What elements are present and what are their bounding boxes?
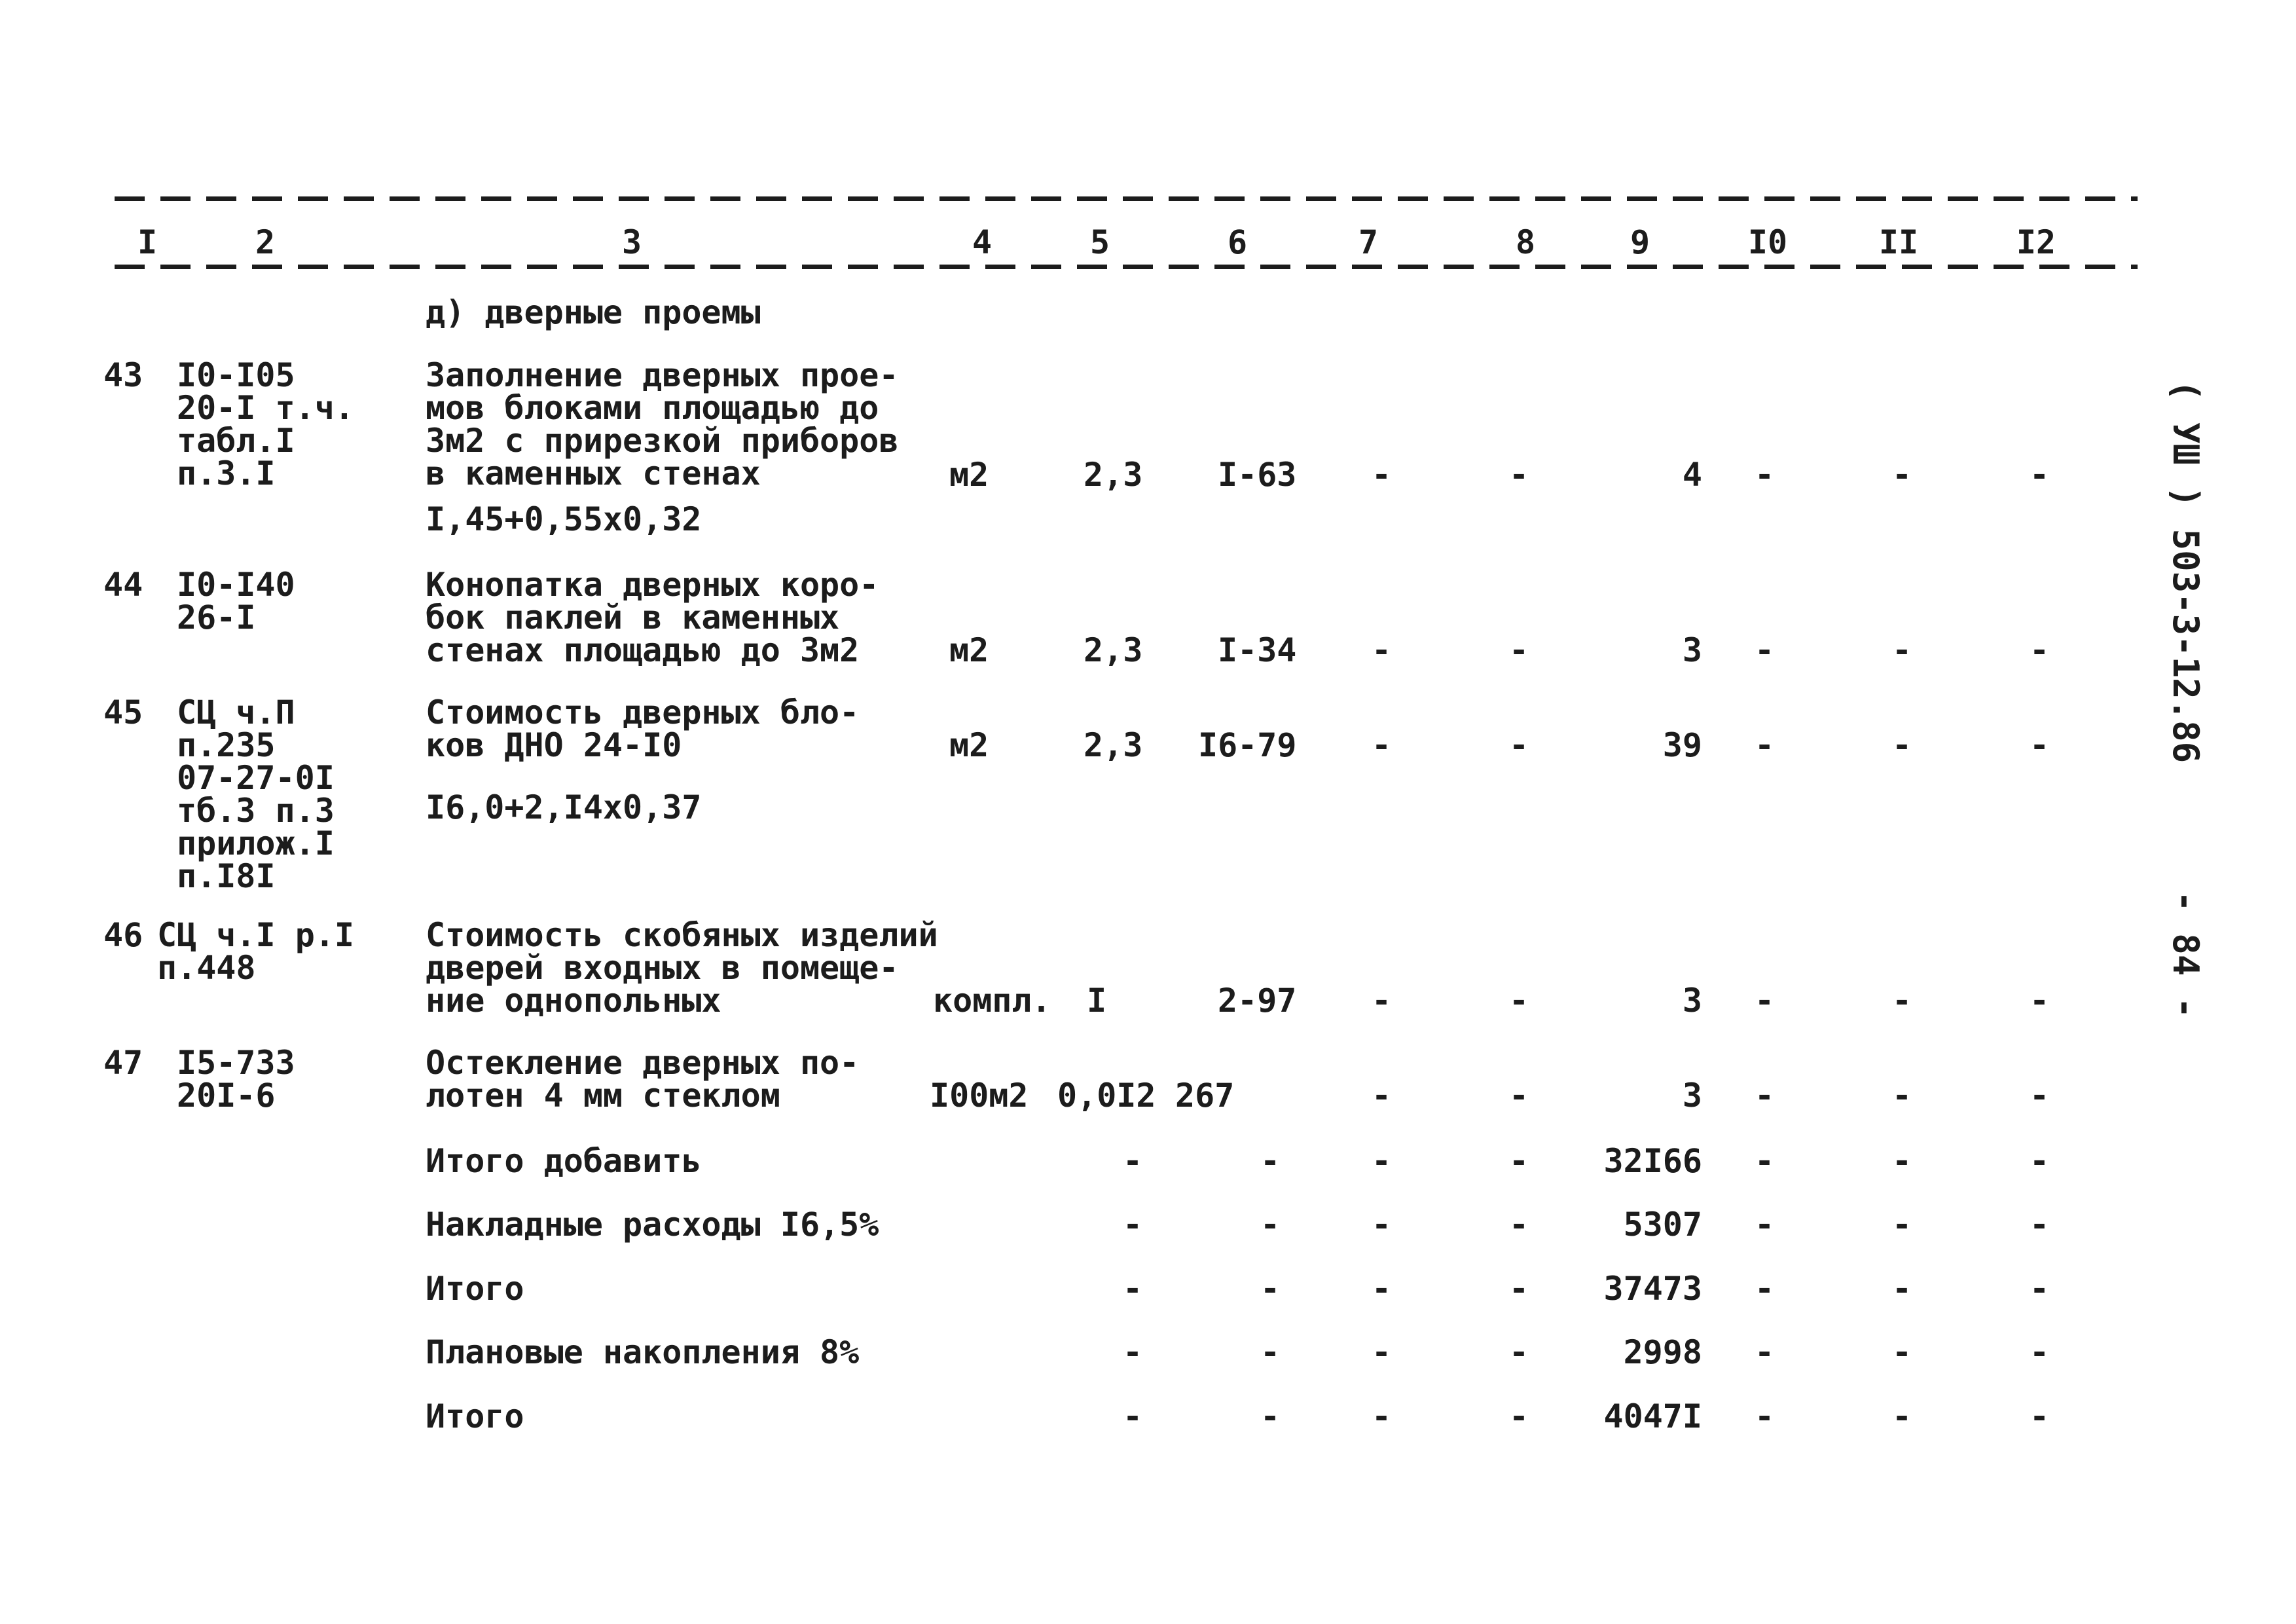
totals-col6: - xyxy=(1260,1142,1281,1180)
row-number: 47 xyxy=(103,1044,143,1082)
row-col10: - xyxy=(1754,631,1775,669)
totals-label: Итого xyxy=(426,1270,524,1308)
totals-col6: - xyxy=(1260,1206,1281,1244)
totals-col5: - xyxy=(1122,1142,1143,1180)
totals-col6: - xyxy=(1260,1397,1281,1435)
row-unit: м2 xyxy=(949,726,989,764)
totals-label: Итого xyxy=(426,1397,524,1435)
totals-col8: - xyxy=(1508,1142,1529,1180)
totals-col6: - xyxy=(1260,1270,1281,1308)
column-header: 8 xyxy=(1515,223,1536,261)
column-header: 6 xyxy=(1227,223,1248,261)
row-description: Остекление дверных по- лотен 4 мм стеклом xyxy=(426,1044,860,1115)
row-col12: - xyxy=(2029,982,2050,1020)
row-col10: - xyxy=(1754,982,1775,1020)
totals-col11: - xyxy=(1891,1397,1912,1435)
row-col11: - xyxy=(1891,631,1912,669)
totals-col5: - xyxy=(1122,1270,1143,1308)
row-col12: - xyxy=(2029,726,2050,764)
totals-col9: 2998 xyxy=(1623,1333,1702,1371)
row-number: 46 xyxy=(103,916,143,954)
row-col9: 39 xyxy=(1662,726,1702,764)
row-price: 2-97 xyxy=(1218,982,1297,1020)
totals-col10: - xyxy=(1754,1333,1775,1371)
totals-col12: - xyxy=(2029,1333,2050,1371)
row-price: I6-79 xyxy=(1198,726,1297,764)
totals-col8: - xyxy=(1508,1333,1529,1371)
totals-col12: - xyxy=(2029,1206,2050,1244)
section-heading: д) дверные проемы xyxy=(426,293,761,331)
row-col7: - xyxy=(1371,1077,1392,1115)
totals-label: Итого добавить xyxy=(426,1142,702,1180)
column-header: I xyxy=(137,223,158,261)
totals-col11: - xyxy=(1891,1206,1912,1244)
column-header: 2 xyxy=(255,223,276,261)
column-header: 9 xyxy=(1630,223,1650,261)
row-col11: - xyxy=(1891,982,1912,1020)
row-quantity: I xyxy=(1087,982,1107,1020)
row-description: Стоимость дверных бло- ков ДНО 24-I0 xyxy=(426,693,860,764)
row-code: I5-733 20I-6 xyxy=(177,1044,295,1115)
row-col10: - xyxy=(1754,1077,1775,1115)
row-code: I0-I40 26-I xyxy=(177,566,295,637)
side-document-code: ( УШ ) 503-3-12.86 - 84 - xyxy=(2165,380,2206,1019)
totals-col12: - xyxy=(2029,1270,2050,1308)
row-quantity: 0,0I2 xyxy=(1057,1077,1156,1115)
totals-col9: 4047I xyxy=(1603,1397,1702,1435)
column-header: 4 xyxy=(972,223,993,261)
row-col7: - xyxy=(1371,982,1392,1020)
totals-col10: - xyxy=(1754,1206,1775,1244)
totals-col7: - xyxy=(1371,1333,1392,1371)
row-unit: м2 xyxy=(949,456,989,494)
row-col10: - xyxy=(1754,456,1775,494)
row-calculation: I6,0+2,I4х0,37 xyxy=(426,788,702,826)
column-header: II xyxy=(1878,223,1919,261)
row-col8: - xyxy=(1508,456,1529,494)
row-quantity: 2,3 xyxy=(1084,726,1143,764)
row-price: 267 xyxy=(1175,1077,1235,1115)
row-description: Конопатка дверных коро- бок паклей в каменных стенах площадью до Зм2 xyxy=(426,566,879,669)
row-col8: - xyxy=(1508,631,1529,669)
row-quantity: 2,3 xyxy=(1084,631,1143,669)
row-col8: - xyxy=(1508,1077,1529,1115)
row-number: 44 xyxy=(103,566,143,604)
column-header: 3 xyxy=(621,223,642,261)
row-col11: - xyxy=(1891,1077,1912,1115)
totals-col10: - xyxy=(1754,1142,1775,1180)
totals-col11: - xyxy=(1891,1142,1912,1180)
row-number: 45 xyxy=(103,693,143,731)
totals-col9: 32I66 xyxy=(1603,1142,1702,1180)
totals-col5: - xyxy=(1122,1206,1143,1244)
row-col7: - xyxy=(1371,726,1392,764)
row-code: I0-I05 20-I т.ч. табл.I п.3.I xyxy=(177,356,354,492)
row-calculation: I,45+0,55х0,32 xyxy=(426,500,702,538)
row-col9: 3 xyxy=(1682,1077,1702,1115)
row-price: I-34 xyxy=(1218,631,1297,669)
totals-col7: - xyxy=(1371,1397,1392,1435)
row-col9: 3 xyxy=(1682,982,1702,1020)
row-number: 43 xyxy=(103,356,143,394)
totals-label: Плановые накопления 8% xyxy=(426,1333,860,1371)
header-bottom-rule xyxy=(115,265,2138,269)
totals-col12: - xyxy=(2029,1142,2050,1180)
totals-col11: - xyxy=(1891,1270,1912,1308)
row-unit: I00м2 xyxy=(930,1077,1029,1115)
row-col11: - xyxy=(1891,456,1912,494)
totals-col10: - xyxy=(1754,1397,1775,1435)
row-col7: - xyxy=(1371,631,1392,669)
row-col11: - xyxy=(1891,726,1912,764)
totals-col8: - xyxy=(1508,1270,1529,1308)
row-col8: - xyxy=(1508,726,1529,764)
header-top-rule xyxy=(115,196,2138,201)
row-description: Стоимость скобяных изделий дверей входных в помеще- ние однопольных xyxy=(426,916,938,1020)
row-col8: - xyxy=(1508,982,1529,1020)
column-header: 7 xyxy=(1358,223,1379,261)
row-description: Заполнение дверных прое- мов блоками площадью до Зм2 с прирезкой приборов в каменных стенах xyxy=(426,356,899,492)
row-col9: 4 xyxy=(1682,456,1702,494)
column-header: I0 xyxy=(1747,223,1788,261)
row-unit: м2 xyxy=(949,631,989,669)
row-code: СЦ ч.П п.235 07-27-0I тб.3 п.3 прилож.I п.I8I xyxy=(177,693,335,895)
totals-col10: - xyxy=(1754,1270,1775,1308)
totals-col5: - xyxy=(1122,1397,1143,1435)
totals-col9: 37473 xyxy=(1603,1270,1702,1308)
totals-col7: - xyxy=(1371,1142,1392,1180)
totals-col9: 5307 xyxy=(1623,1206,1702,1244)
totals-label: Накладные расходы I6,5% xyxy=(426,1206,879,1244)
column-header: I2 xyxy=(2016,223,2056,261)
row-col9: 3 xyxy=(1682,631,1702,669)
row-quantity: 2,3 xyxy=(1084,456,1143,494)
totals-col8: - xyxy=(1508,1397,1529,1435)
row-col12: - xyxy=(2029,456,2050,494)
row-unit: компл. xyxy=(933,982,1051,1020)
row-code: СЦ ч.I р.I п.448 xyxy=(157,916,355,987)
totals-col11: - xyxy=(1891,1333,1912,1371)
totals-col12: - xyxy=(2029,1397,2050,1435)
totals-col6: - xyxy=(1260,1333,1281,1371)
row-col7: - xyxy=(1371,456,1392,494)
totals-col5: - xyxy=(1122,1333,1143,1371)
row-col12: - xyxy=(2029,1077,2050,1115)
column-header: 5 xyxy=(1089,223,1110,261)
row-col10: - xyxy=(1754,726,1775,764)
totals-col7: - xyxy=(1371,1206,1392,1244)
totals-col8: - xyxy=(1508,1206,1529,1244)
row-price: I-63 xyxy=(1218,456,1297,494)
row-col12: - xyxy=(2029,631,2050,669)
totals-col7: - xyxy=(1371,1270,1392,1308)
